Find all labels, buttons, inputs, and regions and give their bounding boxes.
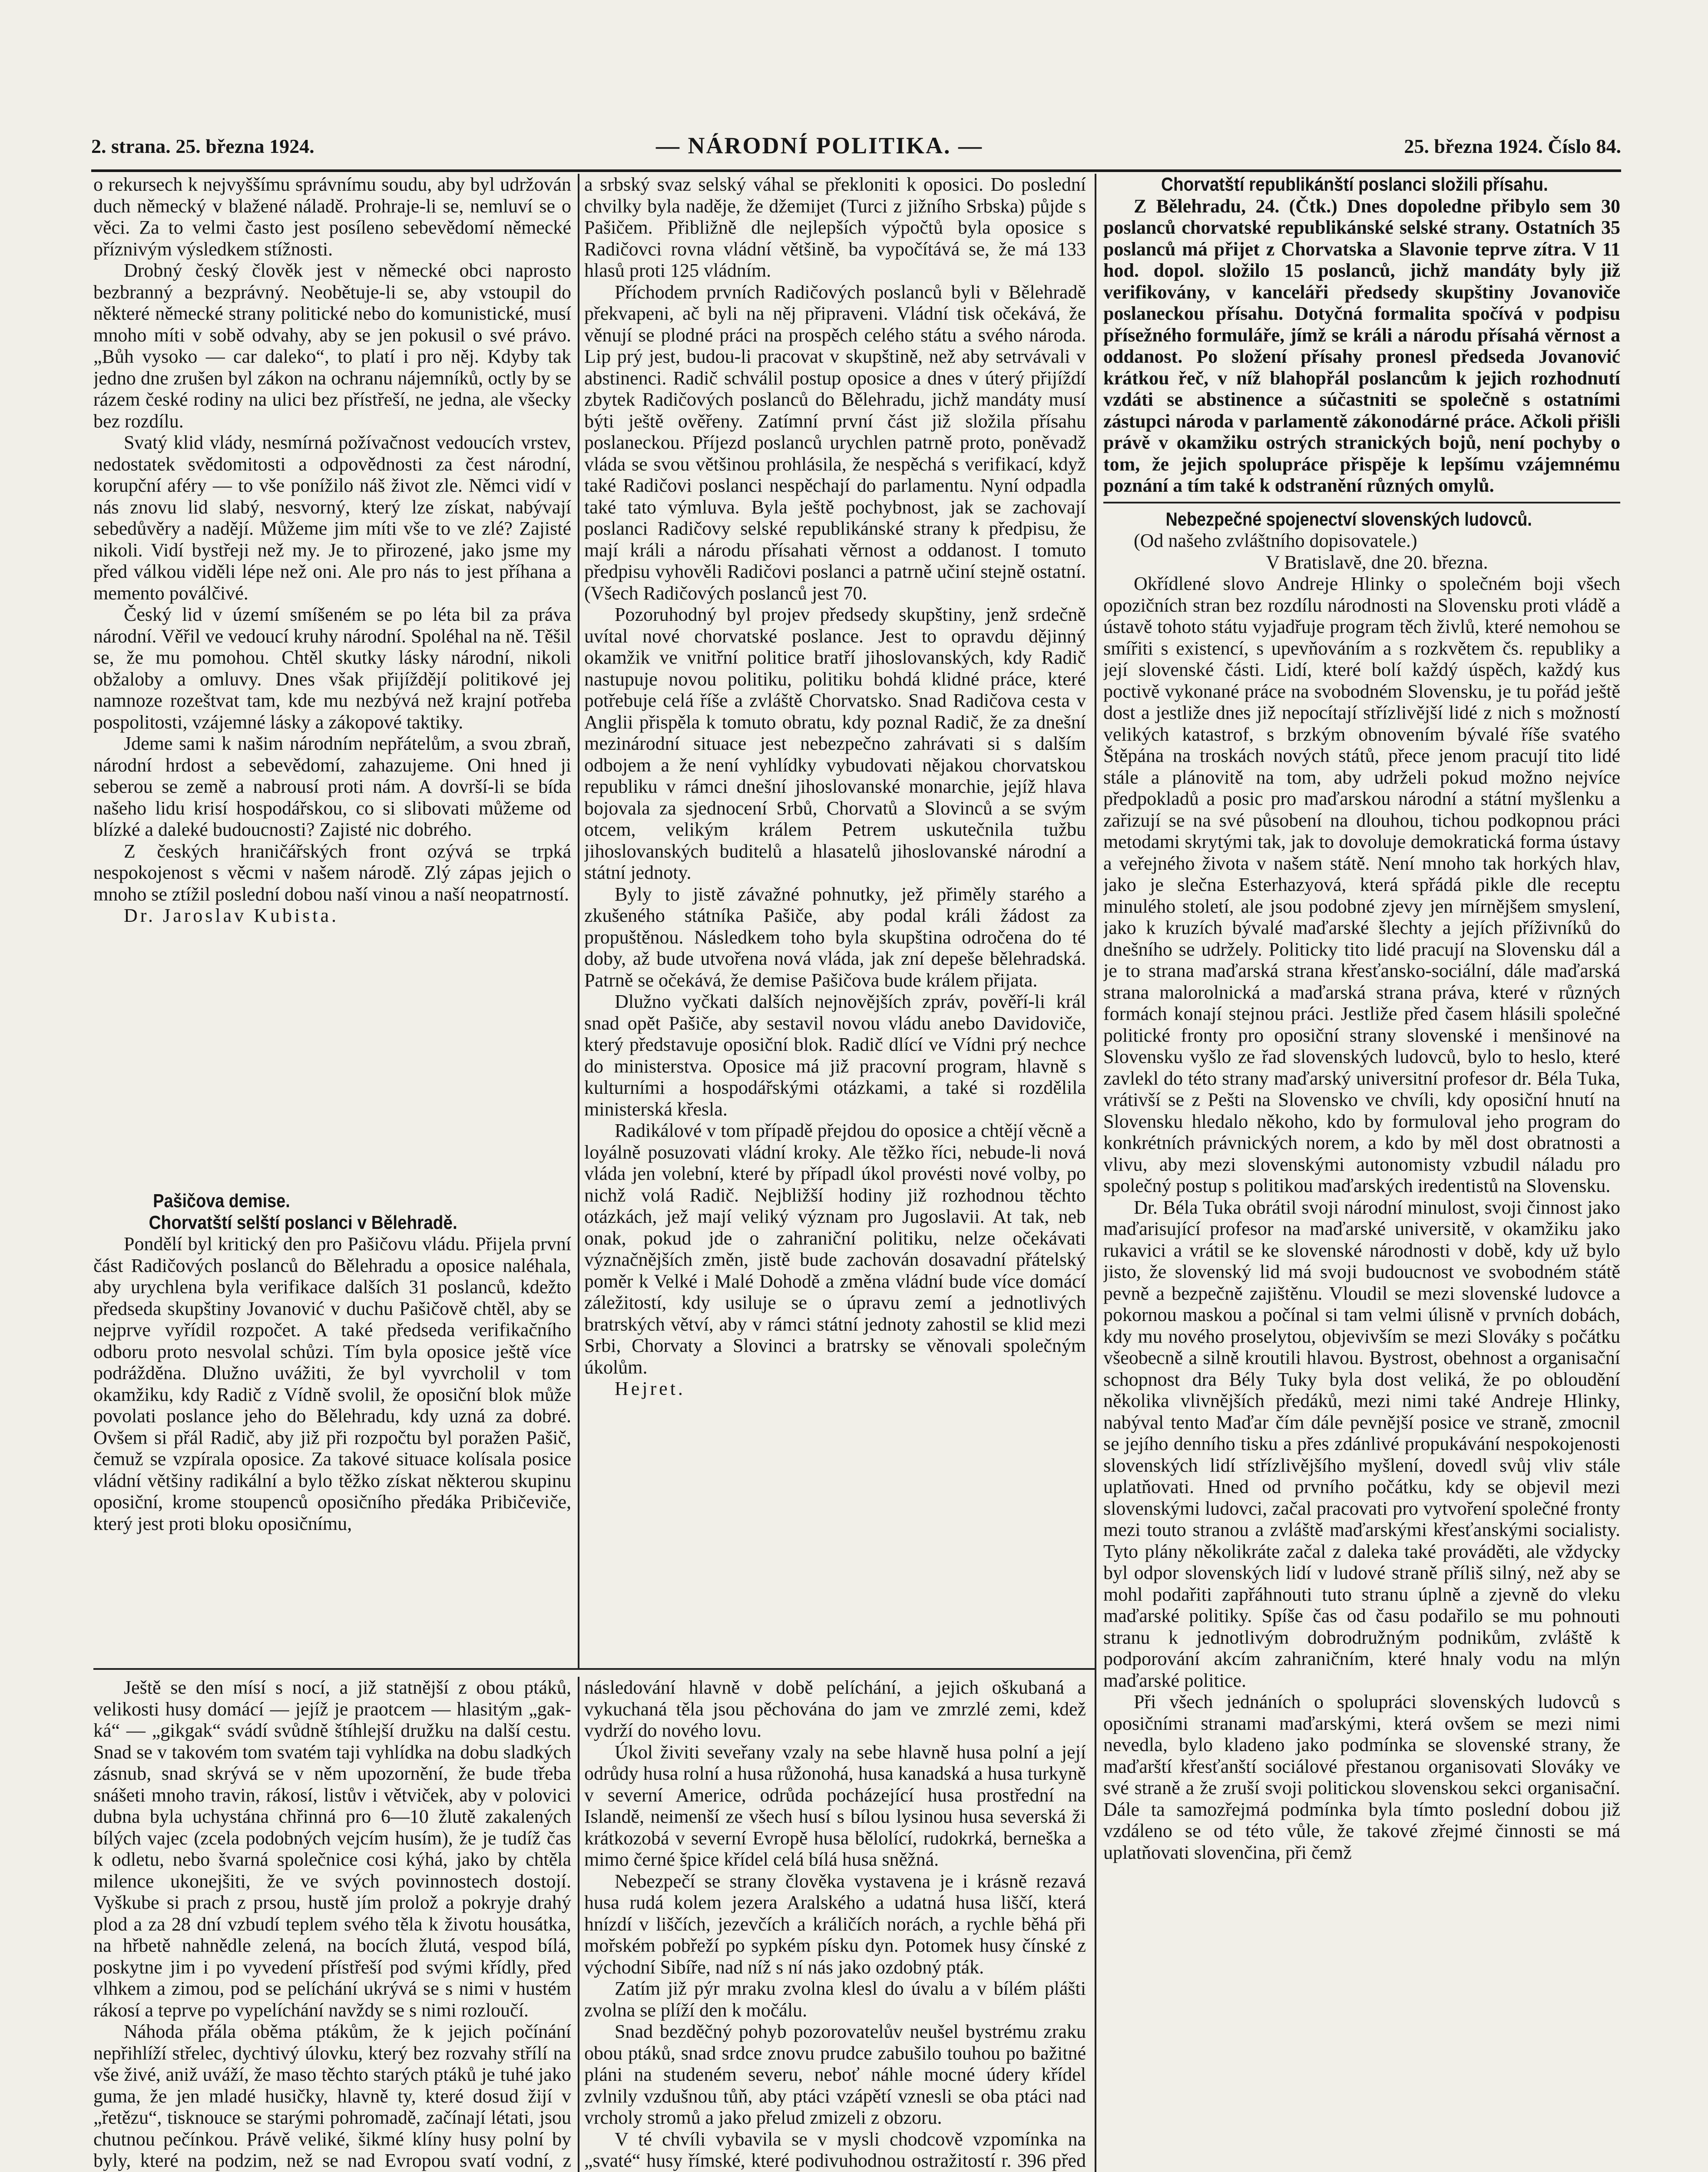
article-paragraph: Ještě se den mísí s nocí, a již statnější z obou ptáků, velikosti husy domácí — jejíž je praotcem — hlasitým „gak-ká“ — „gikgak“ svádí svůdně štíhlejší družku na další cestu. Snad se v takovém tom svatém taji vyhlídka na dobu sladkých zásnub, snad skrývá se v něm upozornění, že bude třeba snášeti mnoho travin, rákosí, listův i větviček, aby v polovici dubna byla uchystána chřinná pro 6—10 žlutě zakalených bílých vajec (zcela podobných vejcím husím), že je tudíž čas k odletu, nebo švarná společnice cosi kýhá, jako by chtěla milence ukonejšiti, že ve svých povinnostech dostojí. Vyškube si prach z prsou, hustě jím prolož a pokryje drahý plod a za 28 dní vzbudí teplem svého těla k životu housátka, na hřbetě nahnědle zelená, na bocích žlutá, vespod bílá, poskytne jim i po vyvedení přístřeší pod svými křídly, před vlhkem a zimou, pod se pelíchání ukrývá se s nimi v hustém rákosí a teprve po vypelíchání navždy se s nimi rozloučí. xyxy=(93,1677,571,2021)
column-divider xyxy=(1095,174,1096,2172)
article-signature: Hejret. xyxy=(615,1378,685,1399)
article-paragraph: Pondělí byl kritický den pro Pašičovu vládu. Přijela první část Radičových poslanců do Bělehradu a oposice naléhala, aby urychlena byla verifikace dalších 31 poslanců, kdežto předseda skupštiny Jovanović v duchu Pašičově chtěl, aby se nejprve vyřídil rozpočet. A také předseda verifikačního odboru proto nesvolal schůzi. Tím byla oposice ještě více podrážděna. Dlužno uvážiti, že byl vyvrcholil v tom okamžiku, kdy Radič z Vídně svolil, že oposiční blok může povolati poslance jeho do Bělehradu, kdy uzná za dobré. Ovšem si přál Radič, aby již při rozpočtu byl poražen Pašič, čemuž se vzpírala oposice. Za takové situace kolísala posice vládní většiny radikální a bylo těžko získat některou skupinu oposiční, krome stoupenců oposičního předáka Pribičeviče, který jest proti bloku oposičnímu, xyxy=(93,1233,571,1534)
article-paragraph: Z Bělehradu, 24. (Čtk.) Dnes dopoledne přibylo sem 30 poslanců chorvatské republikánské selské strany. Ostatních 35 poslanců má přijet z Chorvatska a Slavonie teprve zítra. V 11 hod. dopol. složilo 15 poslanců, jichž mandáty byly již verifikovány, v kanceláři předsedy skupštiny Jovanoviče poslaneckou přísahu. Dotyčná formalita spočívá v podpisu přísežného formuláře, jímž se králi a národu přísahá věrnost a oddanost. Po složení přísahy pronesl předseda Jovanović krátkou řeč, v níž blahopřál poslancům k jejich rozhodnutí vzdáti se abstinence a súčastniti se společně s ostatními zástupci národa v parlamentě zákonodárné práce. Ačkoli přišli právě v okamžiku ostrých stranických bojů, není pochyby o tom, že jejich spolupráce přispěje k lepšímu vzájemnému poznání a tím také k odstranění různých omylů. xyxy=(1103,195,1620,496)
article-paragraph: o rekursech k nejvyššímu správnímu soudu, aby byl udržován duch německý v blažené náladě. Prohraje-li se, nemluví se o věci. Za to velmi často jest posíleno sebevědomí německé příznivým výsledkem stížnosti. xyxy=(93,174,571,260)
feuilleton-column-1 xyxy=(93,1677,571,2172)
article-subheadline: Chorvatští selští poslanci v Bělehradě. xyxy=(149,1212,457,1233)
article-headline: Pašičova demise. xyxy=(153,1190,290,1212)
feuilleton-column-2 xyxy=(584,1677,1086,2172)
pasic-article xyxy=(93,1190,571,1659)
column-divider xyxy=(578,174,579,1668)
article-paragraph: Při všech jednáních o spolupráci slovenských ludovců s oposičními stranami maďarskými, která ovšem se mezi nimi nevedla, bylo kladeno jako podmínka se slovenské strany, že maďarští křesťanští sociálové přestanou organisovati Slováky ve své straně a že zruší svoji politickou slovenskou sekci organisační. Dále ta samozřejmá podmínka byla tímto poslední dobou již vzdáleno se od této vůle, že takové zřejmé činnosti se má uplatňovati slovenčina, při čemž xyxy=(1103,1691,1620,1863)
column-divider xyxy=(578,1677,579,2172)
article-paragraph: Drobný český člověk jest v německé obci naprosto bezbranný a bezprávný. Neobětuje-li se, aby vstoupil do některé německé strany politické nebo do komunistické, musí mnoho míti v sobě odvahy, aby se jen pokusil o své právo. „Bůh vysoko — car daleko“, to platí i pro něj. Kdyby tak jedno dne zrušen byl zákon na ochranu nájemníků, octly by se rázem české rodiny na ulici bez přístřeší, ne jedna, ale všecky bez rozdílu. xyxy=(93,260,571,432)
article-headline: Nebezpečné spojenectví slovenských ludovců. xyxy=(1165,508,1532,530)
article-paragraph: Byly to jistě závažné pohnutky, jež přiměly starého a zkušeného státníka Pašiče, aby podal králi žádost za propuštěnou. Následkem toho byla skupština odročena do té doby, až bude utvořena nová vláda, jak zní depeše bělehradská. Patrně se očekává, že demise Pašičova bude králem přijata. xyxy=(584,883,1086,991)
page-header xyxy=(91,130,1621,172)
article-paragraph: Zatím již pýr mraku zvolna klesl do úvalu a v bílém plášti zvolna se plíží den k močálu. xyxy=(584,1978,1086,2021)
article-paragraph: Český lid v území smíšeném se po léta bil za práva národní. Věřil ve vedoucí kruhy národní. Spoléhal na ně. Těšil se, že mu pomohou. Chtěl skutky lásky národní, nikoli obžaloby a omluvy. Dnes však přijíždějí politikové jej namnoze rozeštvat tam, kde mu nezbývá než krajní potřeba pospolitosti, vzájemné lásky a zákopové taktiky. xyxy=(93,604,571,733)
column-3 xyxy=(1103,174,1620,2172)
article-paragraph: a srbský svaz selský váhal se překloniti k oposici. Do poslední chvilky byla naděje, že džemijet (Turci z jižního Srbska) půjde s Pašičem. Přibližně dle nejlepších výpočtů byla oposice s Radičovci rovna vládní většině, ba vypočítává se, že má 133 hlasů proti 125 vládním. xyxy=(584,174,1086,281)
article-signature: Dr. Jaroslav Kubista. xyxy=(124,905,339,926)
header-page-date: 2. strana. 25. března 1924. xyxy=(91,135,314,157)
article-paragraph: Nebezpečí se strany člověka vystavena je i krásně rezavá husa rudá kolem jezera Aralského a udatná husa liščí, která hnízdí v liščích, jezevčích a králičích norách, a rychle běhá při mořském pobřeží po sypkém písku dyn. Potomek husy čínské z východní Sibíře, nad níž s ní nás jako ozdobný pták. xyxy=(584,1870,1086,1978)
article-paragraph: Snad bezděčný pohyb pozorovatelův neušel bystrému zraku obou ptáků, snad srdce znovu prudce zabušilo touhou po bažitné pláni na studeném severu, neboť náhle mocné údery křídel zvlnily vzdušnou tůň, aby ptáci vzápětí vznesli se oba ptáci nad vrcholy stromů a jako přelud zmizeli z obzoru. xyxy=(584,2021,1086,2128)
article-paragraph: Dlužno vyčkati dalších nejnovějších zpráv, pověří-li král snad opět Pašiče, aby sestavil novou vládu anebo Davidoviče, který představuje oposiční blok. Radič dlící ve Vídni prý nechce do ministerstva. Oposice má již pracovní program, hlavně s kulturními a hospodářskými otázkami, a také si rozdělila ministerská křesla. xyxy=(584,991,1086,1120)
article-paragraph: následování hlavně v době pelíchání, a jejich oškubaná a vykuchaná těla jsou pěchována do jam ve zmrzlé zemi, kdež vydrží do nového lovu. xyxy=(584,1677,1086,1741)
column-2 xyxy=(584,174,1086,1664)
article-paragraph: Dr. Béla Tuka obrátil svoji národní minulost, svoji činnost jako maďarisující profesor na maďarské universitě, v okamžiku jako rukavici a vrátil se ke slovenské národnosti v době, kdy už bylo jisto, že slovenský lid má svoji budoucnost ve svobodném státě pevně a bezpečně zajištěnu. Vloudil se mezi slovenské ludovce a pokornou maskou a počínal si tam velmi úlisně v prvních dobách, kdy mu nového proselytou, objevivším se mezi Slováky s počátku všeobecně a silně kroutili hlavou. Bystrost, obehnost a organisační schopnost dra Bély Tuky byla dost veliká, že po obloudění několika vlivnějších předáků, mezi nimi také Andreje Hlinky, nabýval tento Maďar čím dále pevnější posice ve straně, zmocnil se jejího denního tisku a přes zdánlivé propukávání nespokojenosti slovenských lidí střízlivějšího myšlení, dovedl svůj vliv stále uplatňovati. Hned od prvního počátku, kdy se objevil mezi slovenskými ludovci, začal pracovati pro vytvoření společné fronty mezi touto stranou a zvláště maďarskými křesťanskými socialisty. Tyto plány několikráte začal z daleka také prováděti, ale vždycky byl odpor slovenských lidí v ludové straně příliš silný, než aby se mohl podařiti zapřáhnouti tuto stranu úplně a zjevně do vleku maďarské politiky. Spíše čas od času podařilo se mu pohnouti stranu k jednotlivým dobrodružným podnikům, zvláště k podporování akcím zahraničním, které hnaly vodu na mlýn maďarské politice. xyxy=(1103,1196,1620,1691)
article-paragraph: V té chvíli vybavila se v mysli chodcově vzpomínka na „svaté“ husy římské, které podivuhodnou ostražitostí r. 396 před xyxy=(584,2128,1086,2171)
article-paragraph: Okřídlené slovo Andreje Hlinky o společném boji všech opozičních stran bez rozdílu národnosti na Slovensku proti vládě a ústavě tohoto státu vyjadřuje program těch živlů, které nemohou se smířiti s existencí, s upevňováním a s rozkvětem čs. republiky a její slovenské části. Lidí, které bolí každý úspěch, každý kus poctivě vykonané práce na svobodném Slovensku, je tu pořád ještě dost a jestliže dnes již nepocítají střízlivější lidé z nich s možností velikých katastrof, s brzkým obnovením bývalé říše svatého Štěpána na troskách nových států, přece jenom pracují tito lidé stále a plánovitě na tom, aby udrželi pokud možno nejvíce předpokladů a posic pro maďarskou národní a státní myšlenku a zařizují se na své působení na dlouhou, tichou podkopnou práci metodami skrytými tak, jak to dovoluje demokratická forma ústavy a veřejného života v našem státě. Není mnoho tak horkých hlav, jako je slečna Esterhazyová, která spřádá pikle dle receptu minulého století, ale jsou podobné zjevy jen mírnějšem smyslení, jako k kruzích bývalé maďarské šlechty a jejích příživníků do dnešního se udržely. Politicky tito lidé pracují na Slovensku dál a je to strana maďarská strana křesťansko-sociální, dále maďarská strana malorolnická a maďarská strana práva, které v různých formách konají stejnou práci. Jestliže před časem hlásili společné politické fronty pro oposiční strany slovenské i menšinové na Slovensku vyšlo ze řad slovenských ludovců, bylo to heslo, které zavlekl do této strany maďarský universitní profesor dr. Béla Tuka, vrátivší se z Pešti na Slovensko ve chvíli, kdy oposiční hnutí na Slovensku hledalo někoho, kdo by formuloval jeho program do konkrétních právnických norem, a kdo by měl dost obratnosti a vlivu, aby mezi slovenskými autonomisty vzbudil náladu pro společný postup s politikou maďarských iredentistů na Slovensku. xyxy=(1103,573,1620,1196)
article-paragraph: Z českých hraničářských front ozývá se trpká nespokojenost s věcmi v našem národě. Zlý zápas jejich o mnoho se ztížil poslední dobou naší vinou a naší neopatrností. xyxy=(93,840,571,905)
article-paragraph: Radikálové v tom případě přejdou do oposice a chtějí věcně a loyálně posuzovati vládní kroky. Ale těžko říci, nebude-li nová vláda jen volební, které by případl úkol provésti nové volby, po nichž volá Radič. Nejbližší hodiny již rozhodnou těchto otázkách, jež mají veliký význam pro Jugoslavii. At tak, neb onak, pokud jde o zahraniční politiku, nelze očekávati význačnějších změn, jistě bude zachován dosavadní přátelský poměr k Velké i Malé Dohodě a změna vládní bude více domácí záležitostí, kdy usiluje se o úpravu zemí a jednotlivých bratrských větví, aby v rámci státní jednoty zahostil se klid mezi Srbi, Chorvaty a Slovinci a bratrsky se věnovali společným úkolům. xyxy=(584,1120,1086,1378)
header-issue-number: 25. března 1924. Číslo 84. xyxy=(1404,135,1621,157)
article-paragraph: Pozoruhodný byl projev předsedy skupštiny, jenž srdečně uvítal nové chorvatské poslance. Jest to opravdu dějinný okamžik ve vnitřní politice bratří jihoslovanských, kdy Radič nastupuje novou politiku, politiku bohdá klidné práce, které potřebuje celá říše a zvláště Chorvatsko. Snad Radičova cesta v Anglii přispěla k tomuto obratu, kdy poznal Radič, že za dnešní mezinárodní situace jest nebezpečno zahrávati si s dalším odbojem a že není vyhlídky vybudovati nějakou chorvatskou republiku v rámci dnešní jihoslovanské monarchie, jejíž hlava bojovala za sjednocení Srbů, Chorvatů a Slovinců a se svým otcem, velikým králem Petrem uskutečnila tužbu jihoslovanských buditelů a hlasatelů jihoslovanské národní a státní jednoty. xyxy=(584,604,1086,883)
news-report xyxy=(1103,195,1620,497)
feuilleton-divider xyxy=(93,1668,1095,1670)
article-headline: Chorvatští republikánští poslanci složili přísahu. xyxy=(1161,174,1548,195)
article-byline: (Od našeho zvláštního dopisovatele.) xyxy=(1134,530,1417,551)
article-paragraph: Svatý klid vlády, nesmírná požívačnost vedoucích vrstev, nedostatek svědomitosti a odpovědnosti za čest národní, korupční aféry — to vše ponížilo náš život zle. Němci vidí v nás znovu lid slabý, nesvorný, který lze získat, nabývají sebedůvěry a nadějí. Můžeme jim míti vše to ve zlé? Zajisté nikoli. Vidí bystřeji než my. Je to přirozené, jako jsme my před válkou viděli lépe než oni. Ale pro nás to jest příhana a memento poválčivé. xyxy=(93,432,571,604)
section-divider xyxy=(1103,502,1620,503)
article-paragraph: Jdeme sami k našim národním nepřátelům, a svou zbraň, národní hrdost a sebevědomí, zahazujeme. Oni hned ji seberou se země a nabrousí proti nám. A dovrší-li se bída našeho lidu krisí hospodářskou, co si slibovati můžeme od blízké a daleké budoucnosti? Zajisté nic dobrého. xyxy=(93,733,571,840)
article-paragraph: Náhoda přála oběma ptákům, že k jejich počínání nepřihlíží střelec, dychtivý úlovku, který bez rozvahy střílí na vše živé, aniž uváží, že maso těchto starých ptáků je tuhé jako guma, že jen mladé husičky, hlavně ty, které dosud žijí v „řetězu“, tisknouce se starými pohromadě, začínají létati, jsou chutnou pečínkou. Právě veliké, šikmé klíny husy polní by byly, které na podzim, než se nad Evropou svatí vodní, z xyxy=(93,2021,571,2171)
masthead-title: — NÁRODNÍ POLITIKA. — xyxy=(656,132,983,159)
column-1 xyxy=(93,174,571,1186)
article-paragraph: Úkol živiti seveřany vzaly na sebe hlavně husa polní a její odrůdy husa rolní a husa růžonohá, husa kanadská a husa turkyně v severní Americe, odrůda pocházející husa prostřední na Islandě, neimenší ze všech husí s bílou lysinou husa severská ži krátkozobá v severní Evropě husa bělolící, rudokrká, berneška a mimo černé špice křídel celá bílá husa sněžná. xyxy=(584,1741,1086,1870)
article-dateline: V Bratislavě, dne 20. března. xyxy=(1266,551,1488,573)
article-paragraph: Příchodem prvních Radičových poslanců byli v Bělehradě překvapeni, ač byli na něj připraveni. Vládní tisk očekává, že věnují se plodné práci na prospěch celého státu a svého národa. Lip prý jest, budou-li pracovat v skupštině, než aby setrvávali v abstinenci. Radič schválil postup oposice a dnes v úterý přijíždí zbytek Radičových poslanců do Bělehradu, jichž mandáty musí býti ještě ověřeny. Zatímní první část již složila přísahu poslaneckou. Příjezd poslanců urychlen patrně proto, poněvadž vláda se svou většinou prohlásila, že nespěchá s verifikací, když také Radičovi poslanci nespěchají do parlamentu. Nyní odpadla také tato výmluva. Byla ještě pochybnost, jak se zachovají poslanci Radičovy selské republikánské strany k předpisu, že mají králi a národu přísahati věrnost a oddanost. I tomuto předpisu vyhověli Radičovi poslanci a patrně učiní stejně ostatní. (Všech Radičových poslanců jest 70. xyxy=(584,281,1086,604)
